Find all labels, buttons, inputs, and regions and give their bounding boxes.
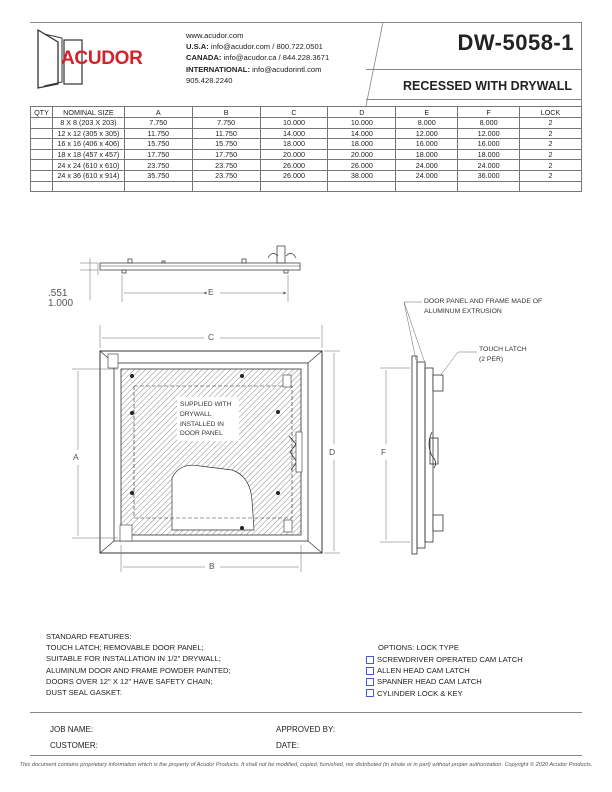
option-label: SCREWDRIVER OPERATED CAM LATCH — [377, 655, 523, 664]
checkbox-icon[interactable] — [366, 689, 374, 697]
side-section-view — [412, 356, 443, 554]
col-header: QTY — [31, 107, 53, 118]
table-cell: 16 x 16 (406 x 406) — [52, 139, 124, 150]
table-cell: 15.750 — [192, 139, 260, 150]
table-cell: 14.000 — [328, 128, 396, 139]
drywall-note-line: INSTALLED IN — [180, 420, 224, 428]
table-cell: 18.000 — [396, 149, 458, 160]
table-cell: 38.000 — [328, 170, 396, 181]
approved-by-label: APPROVED BY: — [276, 725, 336, 734]
model-number: DW-5058-1 — [457, 30, 574, 55]
table-cell: 16.000 — [458, 139, 520, 150]
table-cell: 12.000 — [458, 128, 520, 139]
table-cell: 16.000 — [396, 139, 458, 150]
job-name-label: JOB NAME: — [50, 725, 94, 734]
callout-latch-line: TOUCH LATCH — [479, 346, 527, 353]
front-view — [100, 351, 322, 553]
callout-panel-line: ALUMINUM EXTRUSION — [424, 307, 502, 315]
table-cell: 26.000 — [260, 160, 328, 171]
table-cell: 18.000 — [458, 149, 520, 160]
table-cell: 23.750 — [192, 160, 260, 171]
col-header: A — [124, 107, 192, 118]
table-cell: 24.000 — [396, 160, 458, 171]
option-label: CYLINDER LOCK & KEY — [377, 688, 463, 698]
disclaimer: This document contains proprietary information which is the property of Acudor Products. It shall not be modified, copied, furnished, nor distributed (in whole or in part) without proper authorization. Copyright © 2020 Acudor Products. — [19, 762, 593, 768]
international-contact: info@acudorintl.com — [252, 64, 322, 74]
checkbox-icon[interactable] — [366, 678, 374, 686]
feature-item: ALUMINUM DOOR AND FRAME POWDER PAINTED; — [46, 665, 231, 675]
checkbox-icon[interactable] — [366, 656, 374, 664]
drywall-note — [180, 400, 231, 439]
table-cell: 24.000 — [396, 170, 458, 181]
option-row[interactable] — [366, 688, 523, 699]
table-cell: 23.750 — [124, 160, 192, 171]
drywall-note-line: DRYWALL — [180, 410, 212, 418]
table-cell: 26.000 — [328, 160, 396, 171]
website-link[interactable]: www.acudor.com — [186, 31, 244, 40]
top-section-view — [100, 246, 300, 273]
option-label: ALLEN HEAD CAM LATCH — [377, 666, 470, 676]
international-phone: 905.428.2240 — [186, 75, 233, 85]
product-subtitle: RECESSED WITH DRYWALL — [403, 79, 572, 93]
col-header: NOMINAL SIZE — [52, 107, 124, 118]
col-header: C — [260, 107, 328, 118]
table-cell: 36.000 — [458, 170, 520, 181]
table-cell: 2 — [520, 128, 582, 139]
callout-panel-line: DOOR PANEL AND FRAME MADE OF — [424, 298, 543, 305]
table-cell: 24 x 36 (610 x 914) — [52, 170, 124, 181]
callout-leader — [440, 352, 458, 376]
table-cell: 17.750 — [192, 149, 260, 160]
option-row[interactable] — [366, 676, 523, 687]
usa-contact: info@acudor.com / 800.722.0501 — [210, 42, 323, 52]
table-cell: 12 x 12 (305 x 305) — [52, 128, 124, 139]
canada-contact: info@acudor.ca / 844.228.3671 — [223, 53, 330, 63]
feature-item: DOORS OVER 12" X 12" HAVE SAFETY CHAIN; — [46, 676, 213, 686]
table-cell: 7.750 — [124, 118, 192, 129]
customer-label: CUSTOMER: — [50, 741, 98, 750]
options-list — [366, 654, 523, 699]
canada-label: CANADA: — [186, 53, 222, 63]
table-cell: 10.000 — [328, 118, 396, 129]
usa-label: U.S.A: — [186, 42, 209, 52]
logo-text: ACUDOR — [61, 48, 143, 69]
dim-label-e: E — [208, 287, 214, 297]
table-cell: 8.000 — [396, 118, 458, 129]
table-cell: 8.000 — [458, 118, 520, 129]
table-cell: 12.000 — [396, 128, 458, 139]
col-header: F — [458, 107, 520, 118]
table-cell: 2 — [520, 139, 582, 150]
table-cell: 24 x 24 (610 x 610) — [52, 160, 124, 171]
table-cell: 23.750 — [192, 170, 260, 181]
date-label: DATE: — [276, 741, 299, 750]
table-cell: 24.000 — [458, 160, 520, 171]
international-label: INTERNATIONAL: — [186, 64, 250, 74]
dim-label-551: .551 — [48, 288, 68, 299]
col-header: B — [192, 107, 260, 118]
options-title: OPTIONS: LOCK TYPE — [378, 643, 459, 652]
dim-label-c: C — [208, 332, 215, 342]
dim-label-a: A — [73, 452, 79, 462]
drywall-note-line: DOOR PANEL — [180, 430, 223, 438]
dim-label-1000: 1.000 — [48, 298, 74, 309]
table-cell: 18.000 — [328, 139, 396, 150]
table-cell: 2 — [520, 160, 582, 171]
dim-label-f: F — [381, 447, 387, 457]
table-cell: 18.000 — [260, 139, 328, 150]
callout-panel — [424, 297, 542, 317]
dim-label-d: D — [329, 447, 336, 457]
features-title: STANDARD FEATURES: — [46, 632, 132, 641]
table-cell: 2 — [520, 170, 582, 181]
drywall-note-line: SUPPLIED WITH — [180, 401, 232, 408]
dim-label-b: B — [209, 561, 215, 571]
col-header: LOCK — [520, 107, 582, 118]
table-cell: 2 — [520, 118, 582, 129]
table-cell: 11.750 — [192, 128, 260, 139]
table-cell: 15.750 — [124, 139, 192, 150]
callout-latch-line: (2 PER) — [479, 355, 504, 363]
table-cell: 20.000 — [328, 149, 396, 160]
feature-item: TOUCH LATCH; REMOVABLE DOOR PANEL; — [46, 643, 204, 653]
footer-box — [30, 712, 582, 756]
checkbox-icon[interactable] — [366, 667, 374, 675]
table-cell: 14.000 — [260, 128, 328, 139]
table-cell: 18 x 18 (457 x 457) — [52, 149, 124, 160]
table-cell: 20.000 — [260, 149, 328, 160]
col-header: D — [328, 107, 396, 118]
table-cell: 11.750 — [124, 128, 192, 139]
table-cell: 17.750 — [124, 149, 192, 160]
feature-item: DUST SEAL GASKET. — [46, 688, 122, 698]
table-cell: 7.750 — [192, 118, 260, 129]
col-header: E — [396, 107, 458, 118]
table-cell: 26.000 — [260, 170, 328, 181]
option-label: SPANNER HEAD CAM LATCH — [377, 677, 482, 687]
callout-latch — [479, 345, 527, 365]
table-cell: 8 X 8 (203 X 203) — [52, 118, 124, 129]
table-cell: 35.750 — [124, 170, 192, 181]
option-row[interactable] — [366, 665, 523, 676]
option-row[interactable] — [366, 654, 523, 665]
table-cell: 10.000 — [260, 118, 328, 129]
standard-features — [46, 631, 231, 698]
feature-item: SUITABLE FOR INSTALLATION IN 1/2" DRYWALL; — [46, 654, 221, 664]
table-cell: 2 — [520, 149, 582, 160]
